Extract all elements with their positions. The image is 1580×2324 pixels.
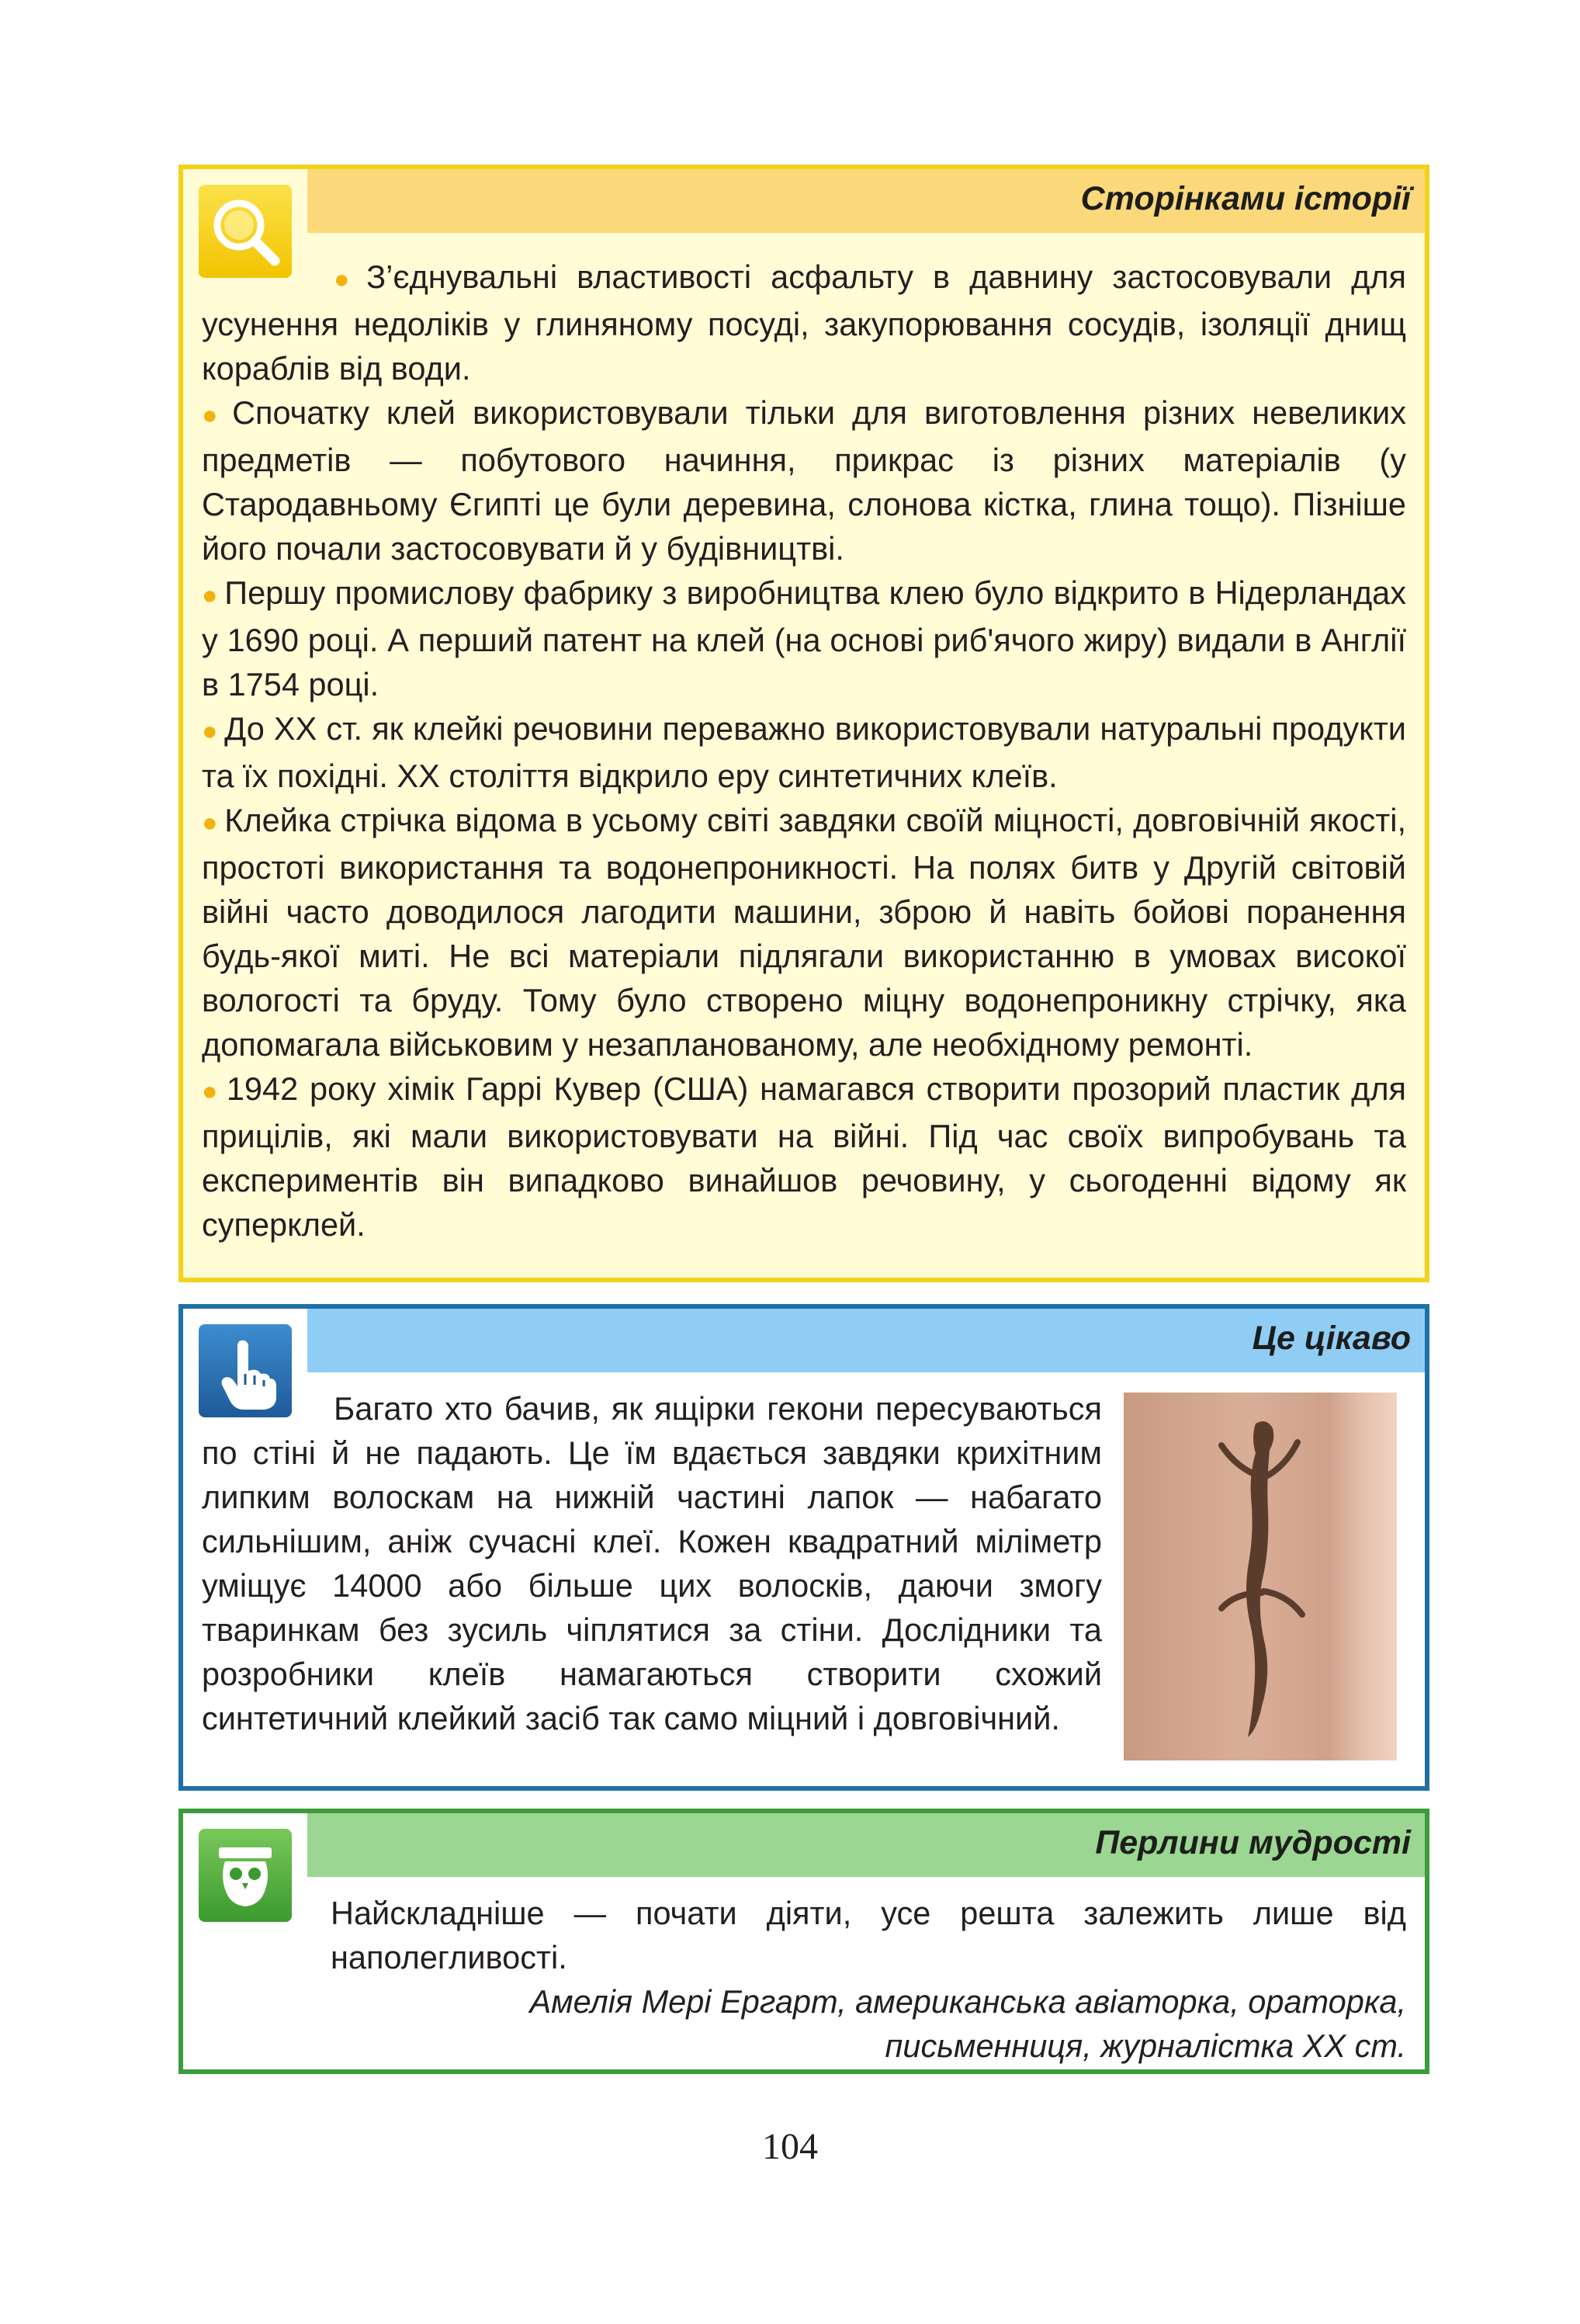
quote-author-line-2: письменниця, журналістка ХХ ст.	[885, 2027, 1406, 2064]
bullet-icon: ●	[334, 265, 361, 294]
bullet-icon: ●	[202, 581, 219, 610]
interest-paragraph: Багато хто бачив, як ящірки гекони пересуваються по стіні й не падають. Це їм вдається завдяки крихітним липким волоскам на нижній частині лапок — набагато сильнішим, аніж сучасні клеї. Кожен квадратний міліметр уміщує 14000 або більше цих волосків, даючи змогу тваринкам без зусиль чіплятися за стіни. Дослідники та розробники клеїв намагаються створити схожий синтетичний клейкий засіб так само міцний і довговічний.	[202, 1390, 1102, 1736]
owl-icon	[199, 1829, 292, 1922]
gecko-icon	[1124, 1393, 1397, 1760]
wisdom-box	[178, 1809, 1429, 2074]
bullet-icon: ●	[202, 808, 219, 838]
history-box	[178, 165, 1429, 1282]
gecko-photo	[1124, 1393, 1397, 1760]
bullet-icon: ●	[202, 401, 227, 430]
history-bullet: ● З’єднувальні властивості асфальту в давнину застосовували для усунення недоліків у глиняному посуді, закупорювання сосудів, ізоляції днищ кораблів від води.	[202, 258, 1406, 387]
history-bullet: ● Першу промислову фабрику з виробництва клею було відкрито в Нідерландах у 1690 році. А перший патент на клей (на основі риб'ячого жиру) видали в Англії в 1754 році.	[202, 574, 1406, 702]
bullet-icon: ●	[202, 1077, 220, 1106]
history-bullet: ● Клейка стрічка відома в усьому світі завдяки своїй міцності, довговічній якості, простоті використання та водонепроникності. На полях битв у Другій світовій війні часто доводилося лагодити машини, зброю й навіть бойові поранення будь-якої миті. Не всі матеріали підлягали використанню в умовах високої вологості та бруду. Тому було створено міцну водонепроникну стрічку, яка допомагала військовим у незапланованому, але необхідному ремонті.	[202, 802, 1406, 1063]
wisdom-quote: Найскладніше — почати діяти, усе решта залежить лише від наполегливості.	[331, 1895, 1406, 1975]
page-number: 104	[762, 2126, 818, 2167]
interest-header	[307, 1309, 1425, 1372]
history-title: Сторінками історії	[1080, 180, 1411, 217]
interest-title: Це цікаво	[1252, 1320, 1411, 1357]
wisdom-text	[331, 1891, 1406, 2068]
history-header	[307, 169, 1425, 233]
history-text	[202, 255, 1406, 1247]
wisdom-header	[307, 1813, 1425, 1877]
wisdom-title: Перлини мудрості	[1095, 1824, 1411, 1861]
interest-box	[178, 1304, 1429, 1791]
history-bullet: ● До ХХ ст. як клейкі речовини переважно використовували натуральні продукти та їх похідні. ХХ століття відкрило еру синтетичних клеїв.	[202, 710, 1406, 794]
history-bullet: ● Спочатку клей використовували тільки для виготовлення різних невеликих предметів — побутового начиння, прикрас із різних матеріалів (у Стародавньому Єгипті це були деревина, слонова кістка, глина тощо). Пізніше його почали застосовувати й у будівництві.	[202, 394, 1406, 567]
quote-author-line-1: Амелія Мері Ергарт, американська авіаторка, ораторка,	[529, 1983, 1406, 2020]
bullet-icon: ●	[202, 716, 219, 746]
interest-text	[202, 1386, 1102, 1740]
history-bullet: ● 1942 року хімік Гаррі Кувер (США) намагався створити прозорий пластик для прицілів, які мали використовувати на війні. Під час своїх випробувань та експериментів він випадково винайшов речовину, у сьогоденні відому як суперклей.	[202, 1070, 1407, 1243]
